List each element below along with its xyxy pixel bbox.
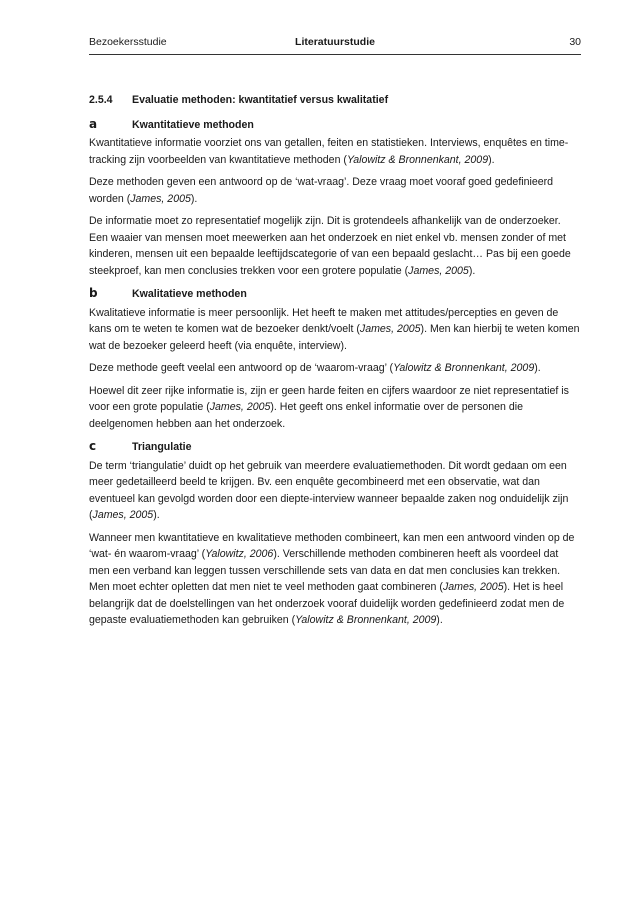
text: ). Het geeft ons enkel informatie over de personen die deelgenomen hebben aan het onderzoek.	[89, 401, 524, 430]
text: ).	[488, 153, 495, 166]
text: ). Verschillende methoden combineren heeft als voordeel dat men een verband kan leggen tussen verschillende sets van data en dat men conclusies kan trekken. Men moet echter opletten dat men niet te veel methoden gaat combineren (	[89, 548, 561, 593]
text: ).	[468, 264, 476, 277]
header-center: Literatuurstudie	[295, 36, 375, 48]
page-header	[89, 36, 581, 55]
text: De informatie moet zo representatief mogelijk zijn. Dit is grotendeels afhankelijk van de onderzoeker. Een waaier van mensen moet meewerken aan het onderzoek en niet enkel vb. mensen zonder of met kinderen, mensen uit een bepaalde leeftijdscategorie of van een bepaald geslacht… Pas bij een goede steekproef, kan men conclusies trekken voor een grotere populatie (	[89, 215, 571, 277]
text: De term ‘triangulatie’ duidt op het gebruik van meerdere evaluatiemethoden. Dit wordt gedaan om een meer gedetailleerd beeld te krijgen. Bv. een enquête gecombineerd met een observatie, wat dan eventueel kan gevolgd worden door een diepte-interview wanneer bepaalde zaken nog onduidelijk zijn (	[89, 459, 569, 521]
subsection-heading-a	[89, 116, 581, 134]
page-number: 30	[569, 36, 581, 48]
text: ).	[153, 509, 160, 521]
text: Kwalitatieve informatie is meer persoonlijk. Het heeft te maken met attitudes/percepties en geven de kans om te weten te komen wat de bezoeker denkt/voelt (	[89, 306, 559, 335]
citation: James, 2005	[209, 401, 271, 413]
citation: Yalowitz, 2006	[205, 548, 274, 560]
text: Deze methoden geven een antwoord op de ‘wat-vraag’. Deze vraag moet vooraf goed gedefinieerd worden (	[89, 176, 554, 205]
text: Hoewel dit zeer rijke informatie is, zijn er geen harde feiten en cijfers waardoor ze niet representatief is voor een grote populatie (	[89, 384, 569, 413]
text: ).	[436, 614, 443, 626]
paragraph	[89, 305, 581, 355]
subsection-title: Triangulatie	[132, 441, 192, 453]
paragraph	[89, 174, 581, 207]
paragraph	[89, 135, 581, 168]
citation: James, 2005	[130, 192, 191, 205]
subsection-letter: a	[89, 116, 98, 131]
paragraph	[89, 383, 581, 433]
text: ). Men kan hierbij te weten komen wat de bezoeker geleerd heeft (via enquête, interview).	[89, 323, 580, 352]
citation: James, 2005	[92, 509, 154, 521]
section-heading	[89, 92, 581, 109]
section-title: Evaluatie methoden: kwantitatief versus kwalitatief	[132, 94, 389, 106]
citation: James, 2005	[442, 581, 504, 593]
header-left: Bezoekersstudie	[89, 36, 167, 48]
page-content	[89, 92, 581, 635]
citation: James, 2005	[359, 323, 421, 335]
paragraph	[89, 458, 581, 524]
text: Deze methode geeft veelal een antwoord op de ‘waarom-vraag’ (	[89, 362, 394, 374]
paragraph	[89, 213, 581, 279]
text: ).	[190, 192, 198, 205]
text: Kwantitatieve informatie voorziet ons van getallen, feiten en statistieken. Interviews, enquêtes en time-tracking zijn voorbeelden van kwantitatieve methoden (	[89, 137, 569, 166]
paragraph	[89, 360, 581, 377]
subsection-heading-c	[89, 438, 581, 456]
subsection-letter: c	[89, 439, 97, 453]
paragraph	[89, 530, 581, 629]
subsection-title: Kwantitatieve methoden	[132, 118, 254, 131]
citation: Yalowitz & Bronnenkant, 2009	[295, 614, 437, 626]
subsection-heading-b	[89, 285, 581, 303]
citation: Yalowitz & Bronnenkant, 2009	[393, 362, 535, 374]
text: ).	[534, 362, 541, 374]
text: Wanneer men kwantitatieve en kwalitatieve methoden combineert, kan men een antwoord vinden op de ‘wat- én waarom-vraag’ (	[89, 531, 575, 560]
text: ). Het is heel belangrijk dat de doelstellingen van het onderzoek vooraf duidelijk worden gedefinieerd zodat men de gepaste evaluatiemethoden kan gebruiken (	[89, 581, 565, 626]
subsection-letter: b	[89, 286, 98, 300]
section-number: 2.5.4	[89, 94, 113, 106]
citation: James, 2005	[408, 264, 469, 277]
citation: Yalowitz & Bronnenkant, 2009	[346, 153, 489, 166]
subsection-title: Kwalitatieve methoden	[132, 288, 247, 300]
